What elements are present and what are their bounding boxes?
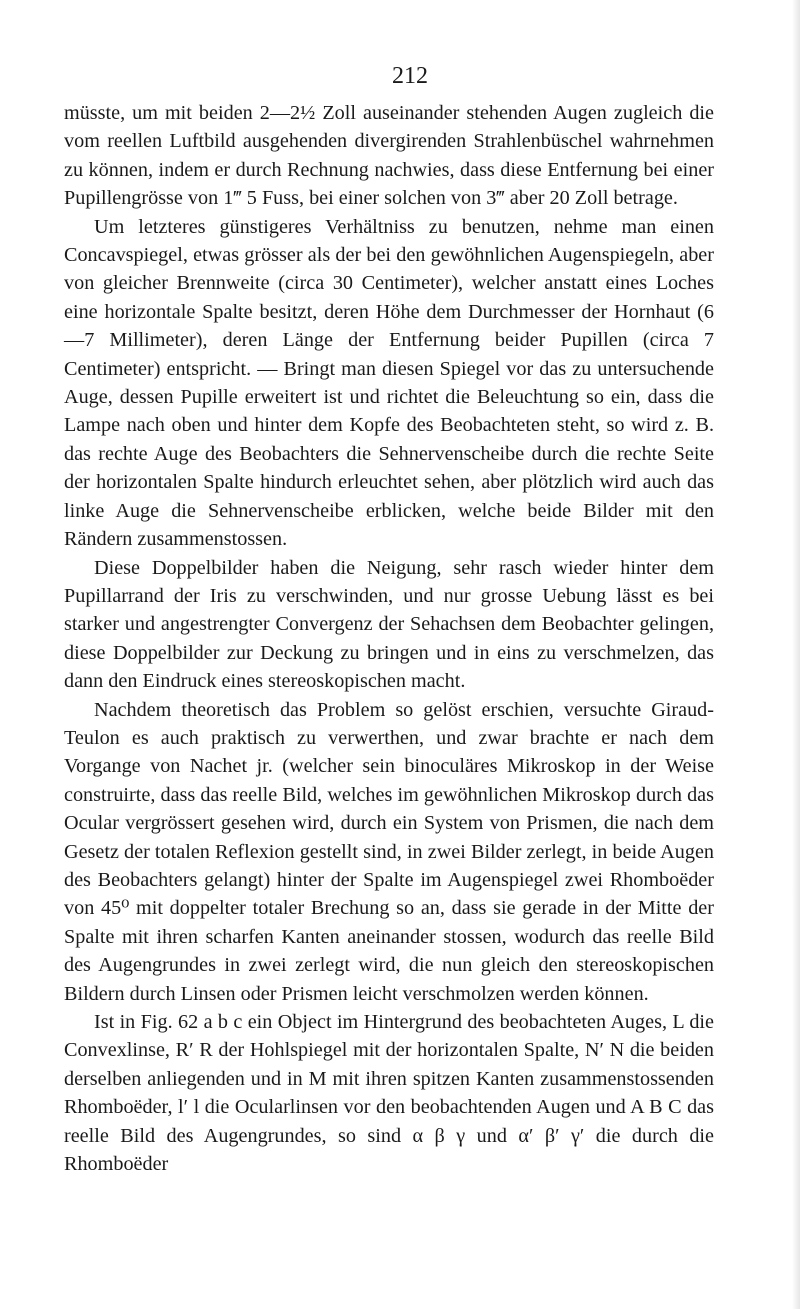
paragraph-1: müsste, um mit beiden 2—2½ Zoll auseinander stehenden Augen zugleich die vom reellen Luftbild ausgehenden divergirenden Strahlenbüschel wahrnehmen zu können, indem er durch Rechnung nachwies, dass diese Entfernung bei einer Pupillengrösse von 1‴ 5 Fuss, bei einer solchen von 3‴ aber 20 Zoll betrage. xyxy=(64,102,714,210)
paragraph-4: Nachdem theoretisch das Problem so gelöst erschien, versuchte Giraud-Teulon es auch praktisch zu verwerthen, und zwar brachte er nach dem Vorgange von Nachet jr. (welcher sein binoculäres Mikroskop in der Weise construirte, dass das reelle Bild, welches im gewöhnlichen Mikroskop durch das Ocular vergrössert gesehen wird, durch ein System von Prismen, die nach dem Gesetz der totalen Reflexion gestellt sind, in zwei Bilder zerlegt, in beide Augen des Beobachters gelangt) hinter der Spalte im Augenspiegel zwei Rhomboëder von 45⁰ mit doppelter totaler Brechung so an, dass sie gerade in der Mitte der Spalte mit ihren scharfen Kanten aneinander stossen, wodurch das reelle Bild des Augengrundes in zwei zerlegt wird, die nun gleich den stereoskopischen Bildern durch Linsen oder Prismen leicht verschmolzen werden können. xyxy=(64,698,714,1005)
body-text xyxy=(64,99,714,1178)
page-edge-shadow xyxy=(792,0,800,1309)
paragraph-3: Diese Doppelbilder haben die Neigung, sehr rasch wieder hinter dem Pupillarrand der Iris zu verschwinden, und nur grosse Uebung lässt es bei starker und angestrengter Convergenz der Sehachsen dem Beobachter gelingen, diese Doppelbilder zur Deckung zu bringen und in eins zu verschmelzen, das dann den Eindruck eines stereoskopischen macht. xyxy=(64,556,714,693)
paragraph-2: Um letzteres günstigeres Verhältniss zu benutzen, nehme man einen Concavspiegel, etwas grösser als der bei den gewöhnlichen Augenspiegeln, aber von gleicher Brennweite (circa 30 Centimeter), welcher anstatt eines Loches eine horizontale Spalte besitzt, deren Höhe dem Durchmesser der Hornhaut (6—7 Millimeter), deren Länge der Entfernung beider Pupillen (circa 7 Centimeter) entspricht. — Bringt man diesen Spiegel vor das zu untersuchende Auge, dessen Pupille erweitert ist und richtet die Beleuchtung so ein, dass die Lampe nach oben und hinter dem Kopfe des Beobachteten steht, so wird z. B. das rechte Auge des Beobachters die Sehnervenscheibe durch die rechte Seite der horizontalen Spalte hindurch erleuchtet sehen, aber plötzlich wird auch das linke Auge die Sehnervenscheibe erblicken, welche beide Bilder mit den Rändern zusammenstossen. xyxy=(64,215,714,551)
page-number: 212 xyxy=(392,63,428,89)
paragraph-5: Ist in Fig. 62 a b c ein Object im Hintergrund des beobachteten Auges, L die Convexlinse, R′ R der Hohlspiegel mit der horizontalen Spalte, N′ N die beiden derselben anliegenden und in M mit ihren spitzen Kanten zusammenstossenden Rhomboëder, l′ l die Ocularlinsen vor den beobachtenden Augen und A B C das reelle Bild des Augengrundes, so sind α β γ und α′ β′ γ′ die durch die Rhomboëder xyxy=(64,1011,714,1176)
